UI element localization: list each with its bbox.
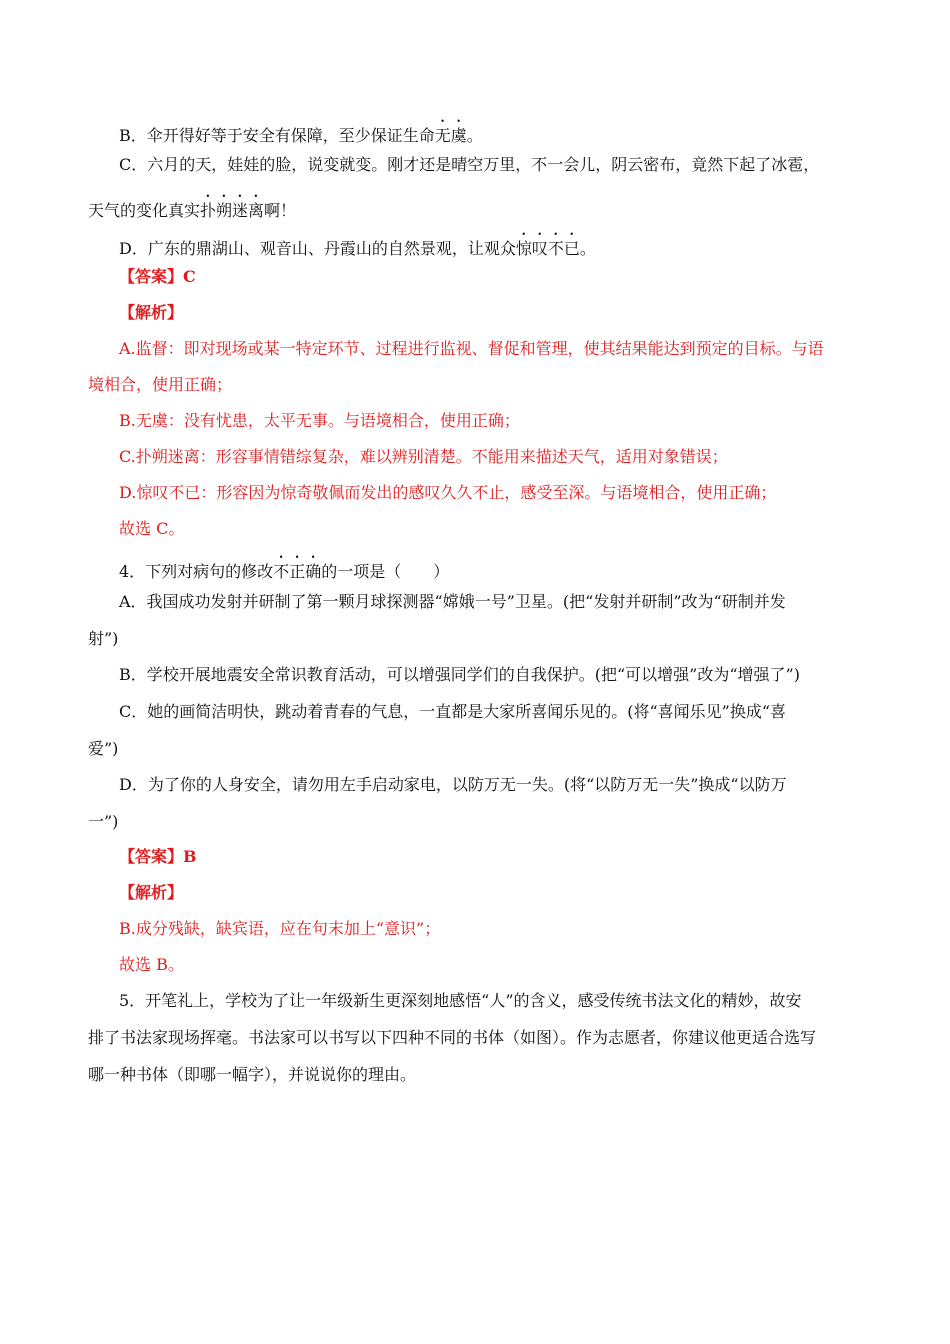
q3-analysis-b: B.无虞：没有忧患，太平无事。与语境相合，使用正确；: [119, 411, 520, 430]
q3-option-c-line2: [88, 192, 296, 222]
q5-line1: 5．开笔礼上，学校为了让一年级新生更深刻地感悟“人”的含义，感受传统书法文化的精妙，故安: [119, 991, 802, 1010]
q3-option-c-line1: C．六月的天，娃娃的脸，说变就变。刚才还是晴空万里，不一会儿，阴云密布，竟然下起了冰雹，: [119, 155, 820, 174]
q3-option-b-emphasis: 无虞: [434, 126, 467, 145]
q3-option-b: [119, 117, 483, 147]
q4-option-d-line1: D．为了你的人身安全，请勿用左手启动家电，以防万无一失。(将“以防万无一失”换成“以防万: [119, 775, 787, 794]
q4-option-a-line1: A．我国成功发射并研制了第一颗月球探测器“嫦娥一号”卫星。(把“发射并研制”改为“研制并发: [119, 592, 786, 611]
q4-option-a-line2: 射”): [88, 629, 119, 648]
q3-analysis-a-line2: 境相合，使用正确；: [88, 375, 233, 394]
q5-line3: 哪一种书体（即哪一幅字），并说说你的理由。: [88, 1065, 417, 1084]
q3-answer: 【答案】C: [119, 267, 196, 286]
q3-conclusion: 故选 C。: [119, 519, 185, 538]
q3-option-d-text: D．广东的鼎湖山、观音山、丹霞山的自然景观，让观众: [119, 239, 516, 258]
q3-option-d-end: 。: [579, 239, 596, 258]
q4-answer: 【答案】B: [119, 847, 197, 866]
q4-conclusion: 故选 B。: [119, 955, 184, 974]
q3-option-c-end: 啊！: [264, 201, 297, 220]
q4-analysis-b: B.成分残缺，缺宾语，应在句末加上“意识”；: [119, 919, 441, 938]
q3-analysis-label: 【解析】: [119, 303, 184, 322]
q4-option-c-line1: C．她的画简洁明快，跳动着青春的气息，一直都是大家所喜闻乐见的。(将“喜闻乐见”换成“喜: [119, 702, 787, 721]
q4-stem-emphasis: 不正确: [273, 562, 322, 581]
q3-option-b-text: B．伞开得好等于安全有保障，至少保证生命: [119, 126, 435, 145]
q4-option-d-line2: 一”): [88, 812, 119, 831]
q3-analysis-d: D.惊叹不已：形容因为惊奇敬佩而发出的感叹久久不止，感受至深。与语境相合，使用正确；: [119, 483, 777, 502]
q4-stem-text: 4．下列对病句的修改: [119, 562, 274, 581]
q3-option-d-emphasis: 惊叹不已: [515, 239, 580, 258]
q3-analysis-a-line1: A.监督：即对现场或某一特定环节、过程进行监视、督促和管理，使其结果能达到预定的目标。与语: [119, 339, 824, 358]
q3-option-b-end: 。: [466, 126, 483, 145]
q3-option-c-text: 天气的变化真实: [88, 201, 201, 220]
q5-line2: 排了书法家现场挥毫。书法家可以书写以下四种不同的书体（如图）。作为志愿者，你建议他更适合选写: [88, 1028, 817, 1047]
q3-option-d: [119, 230, 596, 260]
q4-stem: [119, 553, 449, 583]
q4-option-b: B．学校开展地震安全常识教育活动，可以增强同学们的自我保护。(把“可以增强”改为“增强了”): [119, 665, 800, 684]
q4-stem-end: 的一项是（ ）: [321, 562, 450, 581]
q3-option-c-emphasis: 扑朔迷离: [200, 201, 265, 220]
q4-analysis-label: 【解析】: [119, 883, 184, 902]
q3-analysis-c: C.扑朔迷离：形容事情错综复杂，难以辨别清楚。不能用来描述天气，适用对象错误；: [119, 447, 728, 466]
q4-option-c-line2: 爱”): [88, 739, 119, 758]
